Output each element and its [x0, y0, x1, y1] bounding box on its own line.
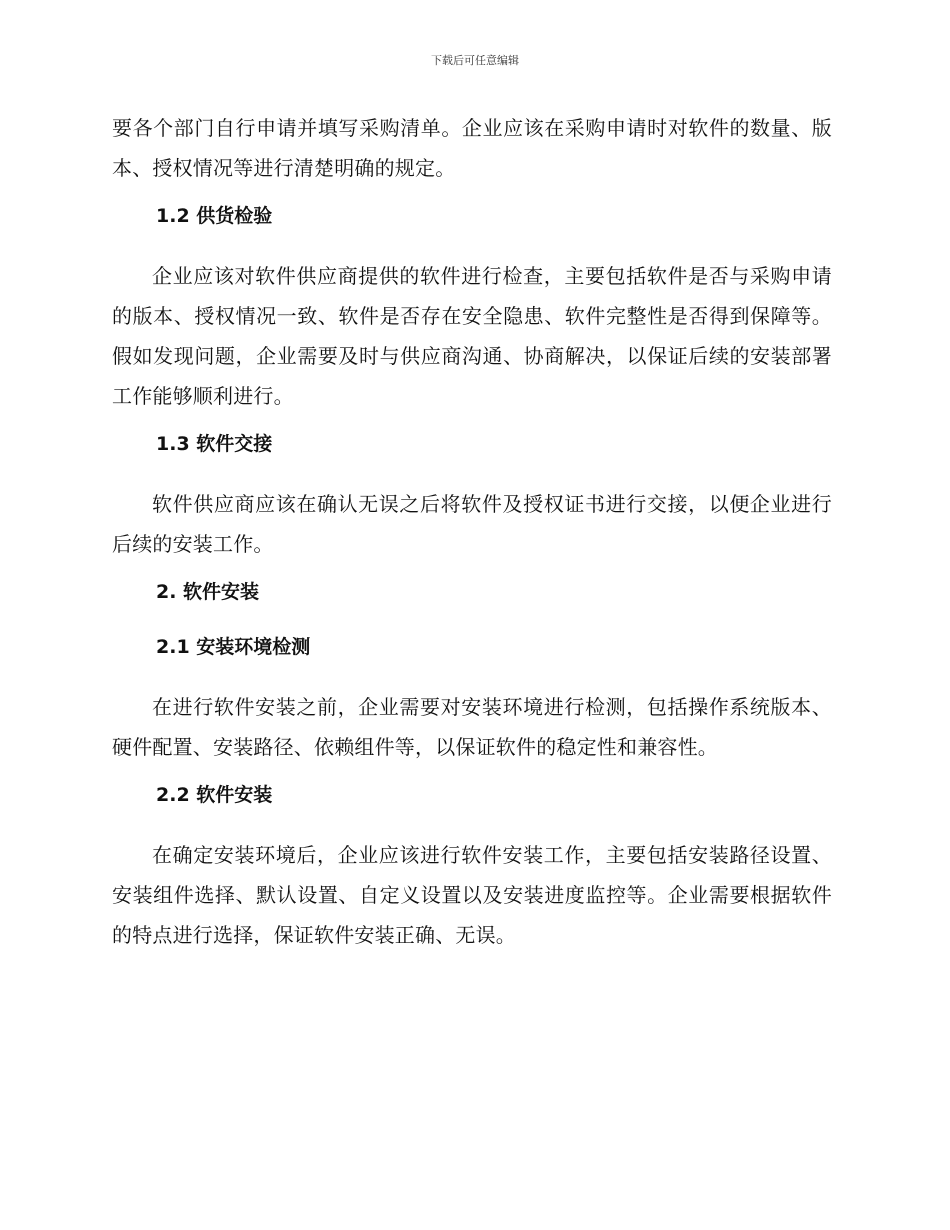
page-header: 下载后可任意编辑: [431, 54, 519, 67]
section-heading-2-1: 2.1 安装环境检测: [156, 636, 311, 658]
paragraph-software-installation: 在确定安装环境后，企业应该进行软件安装工作，主要包括安装路径设置、安装组件选择、默认设置、自定义设置以及安装进度监控等。企业需要根据软件的特点进行选择，保证软件安装正确、无误。: [112, 843, 832, 947]
document-body: [112, 108, 832, 968]
section-heading-1-2: 1.2 供货检验: [156, 205, 273, 227]
section-heading-1-3: 1.3 软件交接: [156, 433, 273, 455]
paragraph-continued: 要各个部门自行申请并填写采购清单。企业应该在采购申请时对软件的数量、版本、授权情况等进行清楚明确的规定。: [112, 116, 832, 180]
section-heading-2: 2. 软件安装: [156, 581, 260, 603]
paragraph-supply-inspection: 企业应该对软件供应商提供的软件进行检查，主要包括软件是否与采购申请的版本、授权情况一致、软件是否存在安全隐患、软件完整性是否得到保障等。假如发现问题，企业需要及时与供应商沟通、协商解决，以保证后续的安装部署工作能够顺利进行。: [112, 264, 832, 408]
paragraph-environment-check: 在进行软件安装之前，企业需要对安装环境进行检测，包括操作系统版本、硬件配置、安装路径、依赖组件等，以保证软件的稳定性和兼容性。: [112, 695, 832, 759]
paragraph-software-handover: 软件供应商应该在确认无误之后将软件及授权证书进行交接，以便企业进行后续的安装工作。: [112, 492, 832, 556]
section-heading-2-2: 2.2 软件安装: [156, 784, 273, 806]
